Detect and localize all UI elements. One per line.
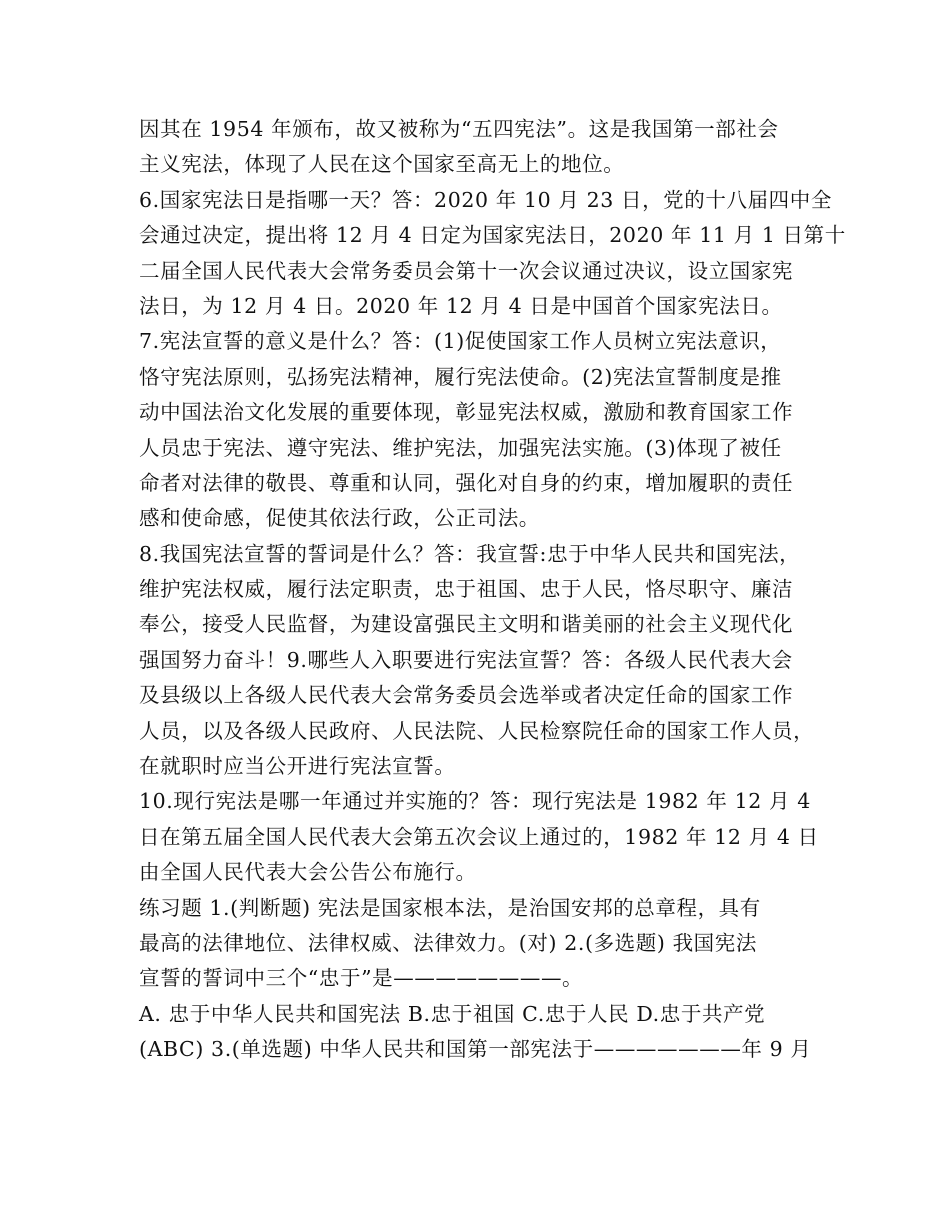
- text-line: 最高的法律地位、法律权威、法律效力。(对) 2.(多选题) 我国宪法: [139, 930, 757, 955]
- text-line: 在就职时应当公开进行宪法宣誓。: [139, 754, 456, 779]
- text-line: 恪守宪法原则，弘扬宪法精神，履行宪法使命。(2)宪法宣誓制度是推: [139, 364, 782, 389]
- text-line: 10.现行宪法是哪一年通过并实施的？答：现行宪法是 1982 年 12 月 4: [139, 789, 811, 814]
- text-line: 二届全国人民代表大会常务委员会第十一次会议通过决议，设立国家宪: [139, 258, 794, 283]
- text-line: 感和使命感，促使其依法行政，公正司法。: [139, 506, 540, 531]
- text-line: 强国努力奋斗！9.哪些人入职要进行宪法宣誓？答：各级人民代表大会: [139, 647, 793, 672]
- text-line: 由全国人民代表大会公告公布施行。: [139, 860, 477, 885]
- text-line: 动中国法治文化发展的重要体现，彰显宪法权威，激励和教育国家工作: [139, 400, 794, 425]
- text-line: 因其在 1954 年颁布，故又被称为“五四宪法”。这是我国第一部社会: [139, 117, 779, 141]
- text-line: 日在第五届全国人民代表大会第五次会议上通过的，1982 年 12 月 4 日: [139, 824, 819, 849]
- text-line: 人员忠于宪法、遵守宪法、维护宪法，加强宪法实施。(3)体现了被任: [139, 435, 782, 460]
- text-line: 法日，为 12 月 4 日。2020 年 12 月 4 日是中国首个国家宪法日。: [139, 293, 783, 318]
- text-line: 命者对法律的敬畏、尊重和认同，强化对自身的约束，增加履职的责任: [139, 470, 794, 495]
- text-line: 奉公，接受人民监督，为建设富强民主文明和谐美丽的社会主义现代化: [139, 612, 794, 637]
- text-line: 及县级以上各级人民代表大会常务委员会选举或者决定任命的国家工作: [139, 683, 794, 708]
- text-line: 8.我国宪法宣誓的誓词是什么？答：我宣誓:忠于中华人民共和国宪法，: [139, 541, 801, 566]
- text-line: 主义宪法，体现了人民在这个国家至高无上的地位。: [139, 152, 625, 177]
- text-line: 宣誓的誓词中三个“忠于”是————————。: [139, 966, 584, 991]
- text-line: 7.宪法宣誓的意义是什么？答：(1)促使国家工作人员树立宪法意识，: [139, 329, 782, 354]
- text-line: 练习题 1.(判断题) 宪法是国家根本法，是治国安邦的总章程，具有: [139, 895, 761, 920]
- document-body: [139, 112, 846, 1068]
- text-line: 维护宪法权威，履行法定职责，忠于祖国、忠于人民，恪尽职守、廉洁: [139, 577, 794, 602]
- text-line: 会通过决定，提出将 12 月 4 日定为国家宪法日，2020 年 11 月 1 日第十: [139, 223, 846, 248]
- text-line: A. 忠于中华人民共和国宪法 B.忠于祖国 C.忠于人民 D.忠于共产党: [139, 1001, 766, 1026]
- text-line: (ABC) 3.(单选题) 中华人民共和国第一部宪法于———————年 9 月: [139, 1037, 812, 1062]
- text-line: 人员，以及各级人民政府、人民法院、人民检察院任命的国家工作人员，: [139, 718, 815, 743]
- text-line: 6.国家宪法日是指哪一天？答：2020 年 10 月 23 日，党的十八届四中全: [139, 187, 832, 212]
